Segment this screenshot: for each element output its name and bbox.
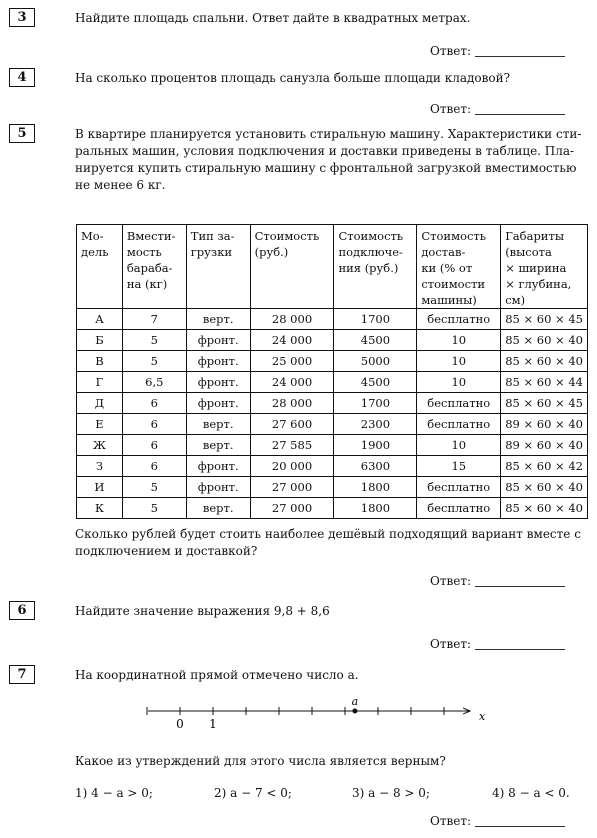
question-number-4: 4	[9, 68, 35, 87]
table-cell: 85 × 60 × 42	[501, 456, 588, 477]
table-cell: 85 × 60 × 45	[501, 309, 588, 330]
answer-label: Ответ:	[430, 574, 472, 588]
table-cell: 20 000	[250, 456, 334, 477]
text-line: В квартире планируется установить стиральную машину. Характеристики сти-	[75, 127, 582, 141]
table-cell: бесплатно	[417, 393, 501, 414]
table-header-cell: Стоимость подключе- ния (руб.)	[334, 225, 417, 309]
question-5-question	[75, 526, 581, 560]
point-a	[352, 709, 357, 714]
table-cell: И	[77, 477, 123, 498]
table-cell: 27 585	[250, 435, 334, 456]
question-number-7: 7	[9, 665, 35, 684]
table-cell: 5000	[334, 351, 417, 372]
question-number-5: 5	[9, 124, 35, 143]
table-header-cell: Стоимость (руб.)	[250, 225, 334, 309]
table-cell: 85 × 60 × 40	[501, 330, 588, 351]
table-cell: 6	[122, 456, 186, 477]
table-cell: 5	[122, 351, 186, 372]
question-4-text: На сколько процентов площадь санузла больше площади кладовой?	[75, 71, 511, 85]
table-cell: бесплатно	[417, 498, 501, 519]
table-cell: 10	[417, 435, 501, 456]
option-2[interactable]: 2) a − 7 < 0;	[214, 786, 292, 800]
text-line: не менее 6 кг.	[75, 178, 166, 192]
table-cell: 28 000	[250, 393, 334, 414]
tick-label-1: 1	[209, 717, 217, 731]
table-row	[77, 414, 588, 435]
text-line: нируется купить стиральную машину с фронтальной загрузкой вместимостью	[75, 161, 577, 175]
question-7-text: На координатной прямой отмечено число a.	[75, 668, 359, 682]
table-cell: 10	[417, 330, 501, 351]
question-5-text	[75, 126, 581, 194]
table-cell: 4500	[334, 330, 417, 351]
answer-field-4[interactable]	[430, 102, 566, 116]
table-cell: 24 000	[250, 330, 334, 351]
table-cell: 15	[417, 456, 501, 477]
table-cell: 85 × 60 × 44	[501, 372, 588, 393]
washing-machines-table	[76, 224, 588, 519]
table-row	[77, 498, 588, 519]
table-cell: бесплатно	[417, 309, 501, 330]
table-cell: 85 × 60 × 40	[501, 351, 588, 372]
table-cell: 1900	[334, 435, 417, 456]
table-row	[77, 456, 588, 477]
table-cell: 10	[417, 372, 501, 393]
table-cell: 4500	[334, 372, 417, 393]
table-cell: бесплатно	[417, 477, 501, 498]
text-line: подключением и доставкой?	[75, 544, 258, 558]
table-cell: В	[77, 351, 123, 372]
table-row	[77, 330, 588, 351]
table-cell: Е	[77, 414, 123, 435]
table-cell: 1700	[334, 393, 417, 414]
question-3-text: Найдите площадь спальни. Ответ дайте в квадратных метрах.	[75, 11, 471, 25]
table-cell: 2300	[334, 414, 417, 435]
answer-line[interactable]	[475, 56, 565, 57]
question-number-6: 6	[9, 601, 35, 620]
table-cell: 6	[122, 393, 186, 414]
table-header-cell: Тип за- грузки	[186, 225, 250, 309]
table-cell: бесплатно	[417, 414, 501, 435]
text-line: ральных машин, условия подключения и доставки приведены в таблице. Пла-	[75, 144, 575, 158]
text-line: Сколько рублей будет стоить наиболее дешёвый подходящий вариант вместе с	[75, 527, 581, 541]
option-4[interactable]: 4) 8 − a < 0.	[492, 786, 570, 800]
table-cell: А	[77, 309, 123, 330]
table-cell: 5	[122, 498, 186, 519]
table-cell: 1800	[334, 498, 417, 519]
table-cell: 89 × 60 × 40	[501, 414, 588, 435]
table-cell: фронт.	[186, 330, 250, 351]
table-cell: верт.	[186, 309, 250, 330]
answer-label: Ответ:	[430, 44, 472, 58]
table-cell: 27 600	[250, 414, 334, 435]
table-cell: 6	[122, 435, 186, 456]
table-cell: верт.	[186, 435, 250, 456]
table-cell: фронт.	[186, 351, 250, 372]
table-cell: верт.	[186, 414, 250, 435]
option-3[interactable]: 3) a − 8 > 0;	[352, 786, 430, 800]
table-cell: 27 000	[250, 477, 334, 498]
answer-label: Ответ:	[430, 814, 472, 828]
answer-line[interactable]	[475, 826, 565, 827]
question-6-text: Найдите значение выражения 9,8 + 8,6	[75, 604, 330, 618]
table-cell: 27 000	[250, 498, 334, 519]
option-1[interactable]: 1) 4 − a > 0;	[75, 786, 153, 800]
table-cell: Б	[77, 330, 123, 351]
table-cell: 28 000	[250, 309, 334, 330]
table-cell: фронт.	[186, 477, 250, 498]
table-cell: 85 × 60 × 40	[501, 498, 588, 519]
answer-field-3[interactable]	[430, 44, 566, 58]
table-cell: Г	[77, 372, 123, 393]
table-header-cell: Мо- дель	[77, 225, 123, 309]
table-cell: 5	[122, 330, 186, 351]
table-cell: фронт.	[186, 456, 250, 477]
table-cell: 85 × 60 × 45	[501, 393, 588, 414]
table-cell: 24 000	[250, 372, 334, 393]
table-cell: 1800	[334, 477, 417, 498]
table-cell: 6,5	[122, 372, 186, 393]
answer-field-6[interactable]	[430, 637, 566, 651]
axis-label-x: x	[479, 710, 486, 723]
question-number-3: 3	[9, 8, 35, 27]
table-cell: 6300	[334, 456, 417, 477]
tick-label-0: 0	[176, 717, 184, 731]
point-a-label: a	[351, 695, 359, 708]
table-row	[77, 393, 588, 414]
number-line	[140, 692, 500, 732]
table-cell: З	[77, 456, 123, 477]
table-cell: 10	[417, 351, 501, 372]
table-cell: верт.	[186, 498, 250, 519]
answer-label: Ответ:	[430, 102, 472, 116]
table-header-cell: Вмести- мость бараба- на (кг)	[122, 225, 186, 309]
answer-label: Ответ:	[430, 637, 472, 651]
question-7-question: Какое из утверждений для этого числа является верным?	[75, 754, 446, 768]
answer-line[interactable]	[475, 586, 565, 587]
table-cell: К	[77, 498, 123, 519]
table-cell: фронт.	[186, 393, 250, 414]
table-row	[77, 372, 588, 393]
answer-field-5[interactable]	[430, 574, 566, 588]
table-row	[77, 309, 588, 330]
table-cell: 7	[122, 309, 186, 330]
table-cell: 89 × 60 × 40	[501, 435, 588, 456]
table-row	[77, 477, 588, 498]
answer-line[interactable]	[475, 649, 565, 650]
table-cell: Ж	[77, 435, 123, 456]
table-cell: 1700	[334, 309, 417, 330]
table-body	[77, 309, 588, 519]
answer-line[interactable]	[475, 114, 565, 115]
table-cell: 25 000	[250, 351, 334, 372]
table-cell: фронт.	[186, 372, 250, 393]
table-header-row	[77, 225, 588, 309]
table-header-cell: Габариты (высота × ширина × глубина, см)	[501, 225, 588, 309]
table-header-cell: Стоимость достав- ки (% от стоимости машины)	[417, 225, 501, 309]
table-cell: 85 × 60 × 40	[501, 477, 588, 498]
answer-field-7[interactable]	[430, 814, 566, 828]
table-row	[77, 435, 588, 456]
table-cell: 6	[122, 414, 186, 435]
table-cell: 5	[122, 477, 186, 498]
table-cell: Д	[77, 393, 123, 414]
table-row	[77, 351, 588, 372]
